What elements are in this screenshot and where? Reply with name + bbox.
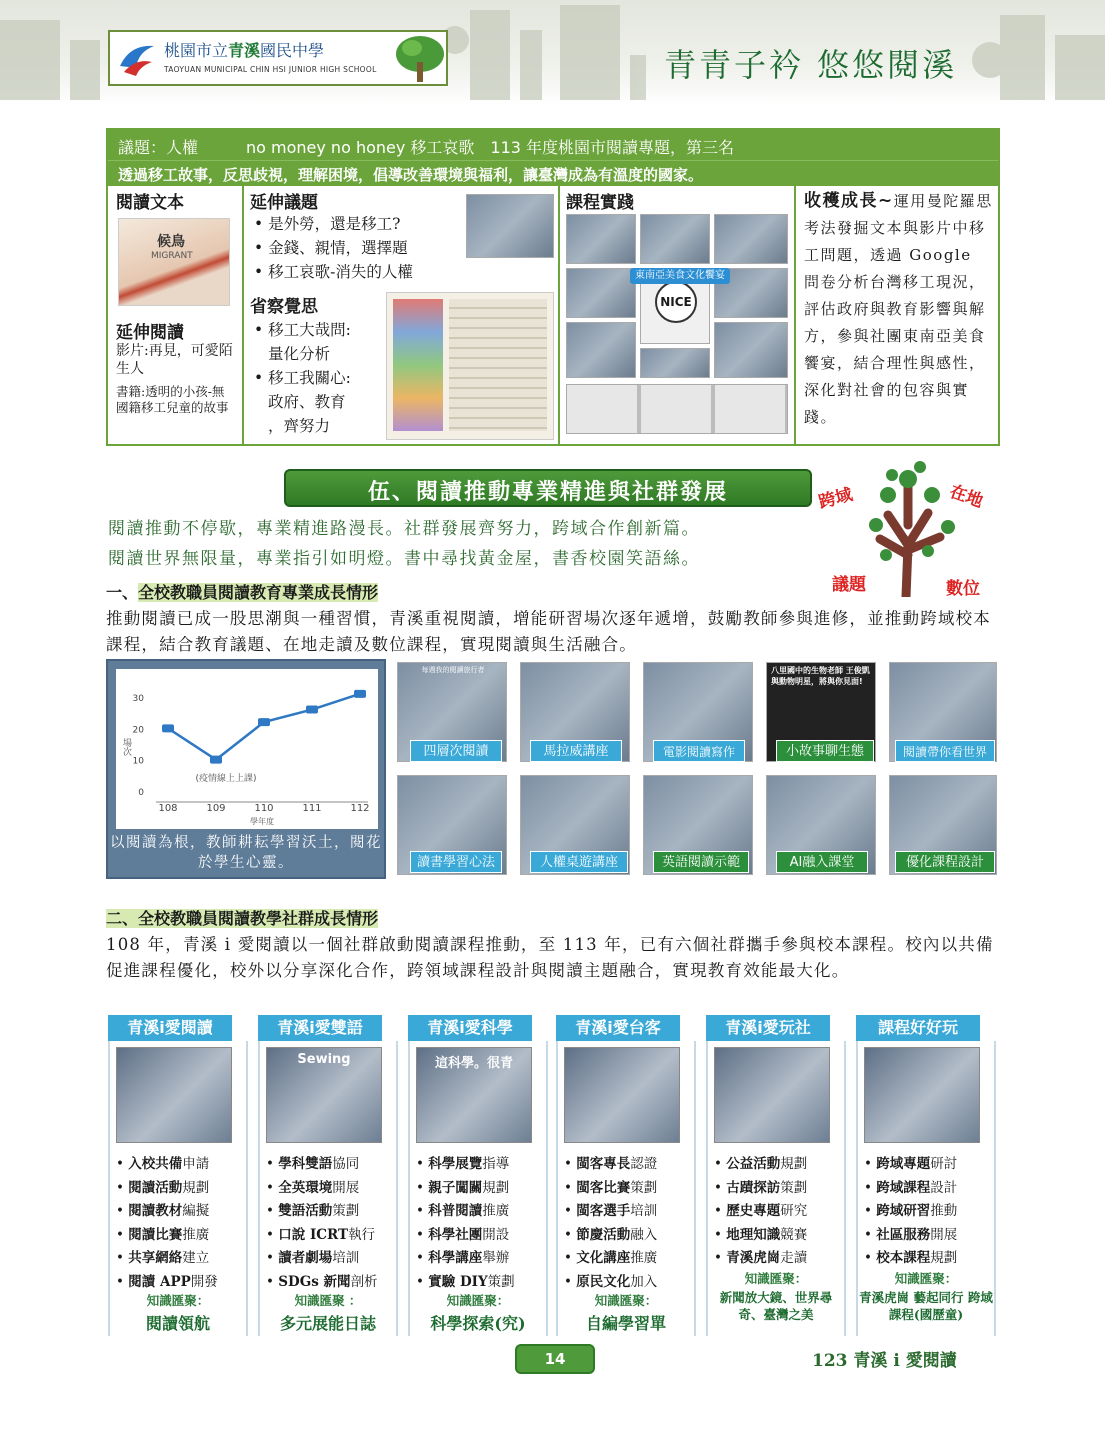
list-item: • 跨域課程設計 [864, 1179, 958, 1196]
list-item: • SDGs 新聞剖析 [266, 1273, 378, 1290]
chart-caption: 以閱讀為根，教師耕耘學習沃土，閱花於學生心靈。 [110, 835, 382, 871]
book-title: 候鳥 [157, 234, 185, 250]
list-item: • 移工我關心: [254, 369, 351, 387]
list-item: • 閱讀活動規劃 [116, 1179, 210, 1196]
list-item: • 科普閱讀推廣 [416, 1203, 510, 1219]
human-rights-topic-box [106, 128, 1000, 446]
tree-label-cross-domain: 跨域 [816, 484, 855, 513]
list-item: • 移工大哉問: [254, 321, 351, 339]
y-axis-label: 場次 [121, 738, 131, 756]
list-item: • 實驗 DIY策劃 [416, 1273, 515, 1290]
tree-label-local: 在地 [946, 481, 986, 513]
data-point [210, 756, 222, 764]
list-item: • 閩客選手培訓 [564, 1203, 658, 1219]
community-photo [116, 1047, 232, 1143]
chart-area [116, 669, 378, 829]
tree-label-issue: 議題 [832, 575, 866, 595]
school-name-cn: 桃園市立青溪國民中學 [164, 41, 325, 60]
reflection-list [254, 318, 351, 438]
tree-label-digital: 數位 [946, 579, 980, 599]
community-photo [564, 1047, 680, 1143]
photo-label: 閱讀帶你看世界 [895, 740, 995, 762]
extend-issue-column [244, 186, 560, 444]
photo-caption-top: 八里國中的生物老師 王俊凱與動物明星，將與你見面! [771, 666, 870, 686]
list-item: • 金錢、親情，選擇題 [254, 239, 408, 257]
extend-film: 影片:再見，可愛陌生人 [116, 343, 233, 377]
x-tick-label: 108 [158, 803, 178, 814]
list-item: • 地理知識競賽 [714, 1226, 808, 1243]
list-item: • 校本課程規劃 [864, 1250, 958, 1266]
community-title: 青溪i愛閱讀 [108, 1015, 232, 1041]
knowledge-value: 多元展能日誌 [279, 1314, 376, 1333]
knowledge-label: 知識匯聚： [594, 1293, 658, 1308]
footer-title: 123 青溪 i 愛閱讀 [812, 1351, 957, 1371]
community-activity-list [714, 1153, 807, 1271]
practice-photo [640, 348, 710, 378]
photo-label: 馬拉威講座 [530, 740, 622, 762]
subsection-1-paragraph: 推動閱讀已成一股思潮與一種習慣，青溪重視閱讀，增能研習場次逐年遞增，鼓勵教師參與進修，並推動跨域校本課程，結合教育議題、在地走讀及數位課程，實現閱讀與生活融合。 [106, 609, 991, 654]
community-photo [714, 1047, 830, 1143]
practice-photo [566, 322, 636, 378]
extend-issue-heading: 延伸議題 [250, 193, 318, 213]
community-photo [864, 1047, 980, 1143]
x-tick-label: 111 [302, 803, 322, 814]
list-item: • 入校共備申請 [116, 1156, 210, 1172]
data-point [258, 718, 270, 726]
reading-text-column [108, 186, 244, 444]
photo-label: 人權桌遊講座 [530, 851, 628, 873]
community-photo-text: 這科學。很青 [434, 1056, 513, 1071]
community-photo [266, 1047, 382, 1143]
series-line [168, 694, 360, 760]
photo-caption-top: 每週我的閱讀旅行者 [421, 666, 485, 674]
practice-worksheets-image [566, 384, 788, 434]
survey-image [466, 194, 554, 258]
community-activity-list [864, 1153, 957, 1271]
list-item: • 科學展覽指導 [416, 1156, 510, 1172]
header-slogan: 青青子衿 悠悠閱溪 [664, 46, 958, 84]
practice-photo [566, 268, 636, 318]
list-item: • 口說 ICRT執行 [266, 1226, 376, 1243]
list-item: • 跨域研習推動 [864, 1203, 958, 1219]
knowledge-label: 知識匯聚： [146, 1293, 210, 1308]
list-item: • 親子闖關規劃 [416, 1179, 510, 1196]
knowledge-value: 新聞放大鏡、世界尋奇、臺灣之美 [719, 1290, 833, 1322]
knowledge-value: 閱讀領航 [145, 1314, 210, 1333]
reflection-heading: 省察覺思 [250, 297, 318, 317]
knowledge-value: 科學探索(究) [430, 1314, 526, 1333]
x-tick-label: 109 [206, 803, 226, 814]
list-item: • 閱讀 APP開發 [116, 1273, 218, 1290]
list-item: • 跨域專題研討 [864, 1156, 958, 1172]
topic-subtitle: 透過移工故事，反思歧視，理解困境，倡導改善環境與福利，讓臺灣成為有溫度的國家。 [108, 160, 998, 186]
list-item: • 共享網絡建立 [116, 1250, 210, 1266]
nice-badge: NICE [655, 281, 697, 323]
practice-heading: 課程實踐 [566, 193, 634, 213]
community-activity-list [564, 1153, 657, 1294]
list-item: 政府、教育 [268, 393, 346, 411]
community-title: 課程好好玩 [856, 1015, 980, 1041]
practice-photo [714, 322, 788, 378]
community-title: 青溪i愛玩社 [706, 1015, 830, 1041]
list-item: • 全英環境開展 [266, 1179, 360, 1196]
community-card [856, 1041, 996, 1336]
knowledge-label: 知識匯聚： [894, 1271, 958, 1286]
photo-label: 優化課程設計 [895, 851, 995, 873]
subsection-2-paragraph: 108 年，青溪 i 愛閱讀以一個社群啟動閱讀課程推動，至 113 年，已有六個社群攜手參與校本課程。校內以共備促進課程優化，校外以分享深化合作，跨領域課程設計與閱讀主題融合，實現教育效能最大化。 [106, 935, 994, 980]
reading-text-heading: 閱讀文本 [116, 193, 184, 213]
poem-line-2: 閱讀世界無限量，專業指引如明燈。書中尋找黃金屋，書香校園笑語絲。 [108, 549, 700, 569]
community-card [556, 1041, 696, 1336]
chart-annotation: (疫情線上上課) [195, 774, 257, 784]
list-item: • 移工哀歌-消失的人權 [254, 263, 413, 281]
y-tick-label: 0 [138, 788, 144, 798]
community-photo [416, 1047, 532, 1143]
practice-photo [566, 214, 636, 264]
school-logo [108, 30, 448, 86]
data-point [162, 724, 174, 732]
community-title: 青溪i愛台客 [556, 1015, 680, 1041]
extend-issue-list [254, 212, 413, 284]
list-item: • 雙語活動策劃 [266, 1203, 360, 1219]
list-item: • 科學講座舉辦 [416, 1250, 510, 1266]
community-title: 青溪i愛科學 [408, 1015, 532, 1041]
workshop-count-chart-panel [106, 659, 386, 879]
harvest-column [796, 186, 998, 444]
community-card [108, 1041, 248, 1336]
x-tick-label: 112 [350, 803, 370, 814]
book-title-en: MIGRANT [151, 251, 193, 261]
community-activity-list [416, 1153, 515, 1294]
community-activity-list [116, 1153, 218, 1294]
community-activity-list [266, 1153, 378, 1294]
harvest-text: 收穫成長~運用曼陀羅思考法發掘文本與影片中移工問題，透過 Google 問卷分析台灣移工現況，評估政府與教育影響與解方，參與社團東南亞美食饗宴，結合理性與感性，深化對社會的包容與實踐。 [804, 191, 993, 426]
mind-map-image [386, 292, 554, 440]
knowledge-value: 自編學習單 [585, 1314, 666, 1333]
list-item: • 公益活動規劃 [714, 1156, 808, 1172]
data-point [354, 690, 366, 698]
x-tick-label: 110 [254, 803, 274, 814]
practice-photo [640, 214, 710, 264]
list-item: • 閩客比賽策劃 [564, 1179, 658, 1196]
community-card [706, 1041, 846, 1336]
knowledge-label: 知識匯聚 ： [294, 1293, 362, 1308]
topic-title: 議題：人權 no money no honey 移工哀歌 113 年度桃園市閱讀專題，第三名 [108, 130, 998, 160]
school-name-en: TAOYUAN MUNICIPAL CHIN HSI JUNIOR HIGH SCHOOL [164, 65, 377, 74]
photo-label: AI融入課堂 [776, 851, 868, 873]
y-tick-label: 30 [132, 694, 144, 704]
x-axis-label: 學年度 [250, 817, 274, 826]
poem-line-1: 閱讀推動不停歇，專業精進路漫長。社群發展齊努力，跨域合作創新篇。 [108, 519, 700, 539]
page-number: 14 [515, 1344, 595, 1374]
list-item: • 原民文化加入 [564, 1273, 658, 1290]
photo-label: 英語閱讀示範 [653, 851, 749, 873]
list-item: • 青溪虎崗走讀 [714, 1250, 808, 1266]
list-item: • 科學社團開設 [416, 1226, 510, 1243]
knowledge-label: 知識匯聚： [744, 1271, 808, 1286]
photo-label: 小故事聊生態 [776, 740, 874, 762]
list-item: ，齊努力 [268, 417, 331, 435]
list-item: • 社區服務開展 [864, 1226, 958, 1243]
community-photo-text: Sewing [297, 1052, 351, 1067]
list-item: • 讀者劇場培訓 [266, 1250, 360, 1266]
migrant-book-cover [118, 218, 230, 306]
photo-label: 四層次閱讀 [410, 740, 502, 762]
list-item: • 閩客專長認證 [564, 1156, 658, 1172]
data-point [306, 706, 318, 714]
y-tick-label: 20 [132, 725, 144, 736]
list-item: • 學科雙語協同 [266, 1156, 360, 1172]
list-item: • 閱讀比賽推廣 [116, 1226, 210, 1243]
practice-banner: 東南亞美食文化饗宴 [630, 268, 730, 284]
chin-hsi-logo-icon [116, 38, 158, 78]
list-item: • 閱讀教材編擬 [116, 1203, 210, 1219]
list-item: 量化分析 [268, 345, 331, 363]
community-card [408, 1041, 548, 1336]
extend-books: 書籍:透明的小孩-無國籍移工兒童的故事 [116, 384, 229, 415]
line-chart [116, 669, 378, 829]
knowledge-label: 知識匯聚： [446, 1293, 510, 1308]
list-item: • 文化講座推廣 [564, 1250, 658, 1266]
list-item: • 歷史專題研究 [714, 1203, 808, 1219]
practice-column [560, 186, 796, 444]
list-item: • 古蹟探訪策劃 [714, 1179, 808, 1196]
community-title: 青溪i愛雙語 [258, 1015, 382, 1041]
tree-icon [394, 34, 446, 84]
list-item: • 是外勞，還是移工? [254, 215, 401, 233]
photo-label: 電影閱讀寫作 [653, 740, 745, 762]
knowledge-value: 青溪虎崗 藝起同行 跨域課程(國歷童) [859, 1290, 993, 1322]
practice-photo [714, 214, 788, 264]
section-title: 伍、閱讀推動專業精進與社群發展 [284, 469, 812, 507]
y-tick-label: 10 [132, 756, 144, 767]
community-card [258, 1041, 398, 1336]
subsection-1-heading: 一、全校教職員閱讀教育專業成長情形 [106, 583, 379, 602]
list-item: • 節慶活動融入 [564, 1226, 658, 1243]
extend-reading-heading: 延伸閱讀 [116, 323, 184, 343]
subsection-2-heading: 二、全校教職員閱讀教學社群成長情形 [106, 909, 379, 928]
photo-label: 讀書學習心法 [410, 851, 502, 873]
